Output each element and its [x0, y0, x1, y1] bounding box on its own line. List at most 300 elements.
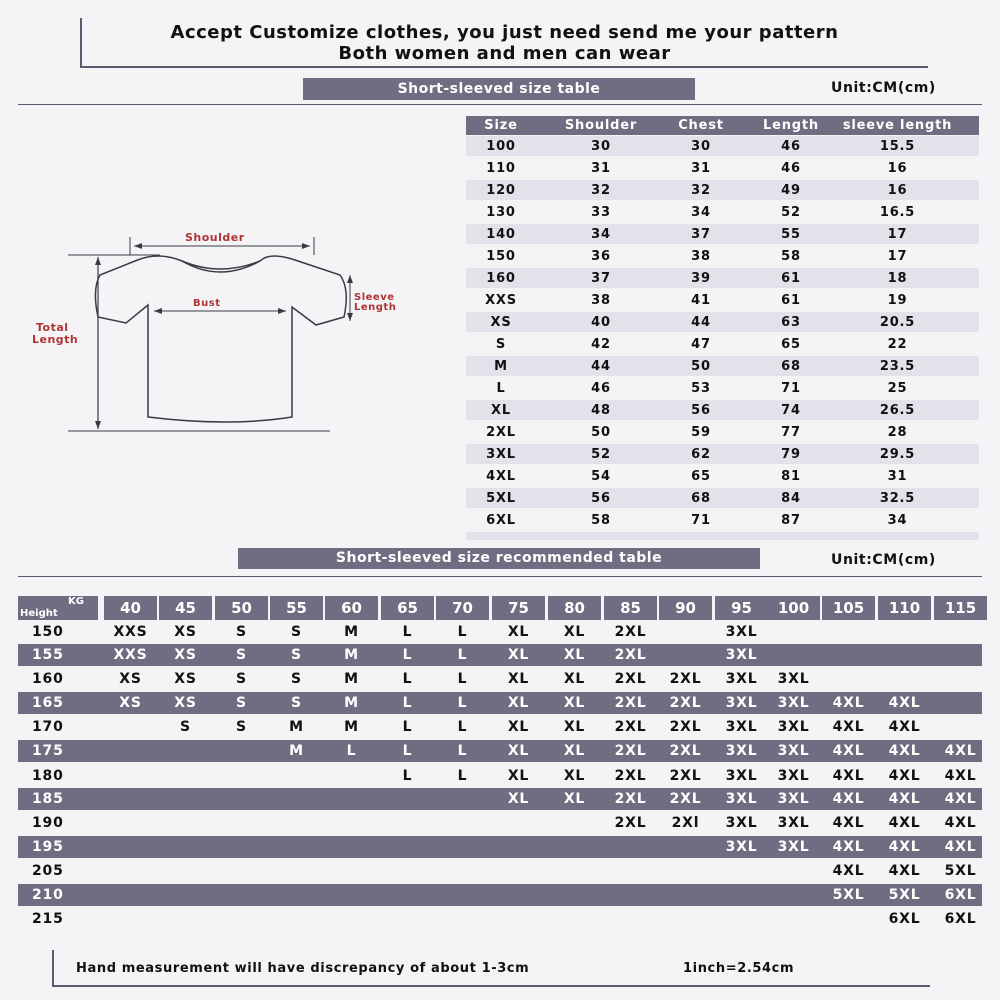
- size-recommendation: [714, 908, 770, 930]
- reco-table-row: [18, 908, 982, 930]
- height-value: 210: [32, 887, 64, 903]
- size-recommendation: [766, 644, 822, 666]
- size-recommendation: XL: [563, 647, 586, 663]
- tshirt-diagram: [30, 225, 410, 440]
- size-recommendation: [103, 836, 159, 858]
- kg-column-header: 60: [325, 596, 378, 620]
- size-recommendation: [603, 884, 659, 906]
- size-recommendation: 3XL: [725, 839, 758, 855]
- reco-table-row: [18, 860, 982, 882]
- size-recommendation: 3XL: [777, 768, 810, 784]
- size-recommendation: XL: [563, 695, 586, 711]
- size-recommendation: XS: [119, 695, 142, 711]
- size-recommendation: [158, 740, 214, 762]
- size-recommendation: L: [402, 719, 413, 735]
- size-recommendation: [603, 908, 659, 930]
- size-table-cell: 55: [781, 226, 801, 242]
- size-table-cell: 62: [691, 446, 711, 462]
- size-recommendation: [435, 836, 491, 858]
- size-recommendation: 4XL: [832, 815, 865, 831]
- size-recommendation: [821, 668, 877, 690]
- reco-table-row: [18, 668, 982, 690]
- size-table-row: [466, 224, 979, 244]
- size-recommendation: [269, 884, 325, 906]
- size-table-cell: 140: [486, 226, 516, 242]
- size-table-cell: 34: [591, 226, 611, 242]
- kg-axis-label: KG: [68, 596, 84, 607]
- size-recommendation: [714, 884, 770, 906]
- size-recommendation: [103, 884, 159, 906]
- footer-bracket-bottom: [52, 985, 930, 987]
- size-recommendation: 2XL: [614, 791, 647, 807]
- size-table-cell: 46: [781, 160, 801, 176]
- size-recommendation: [491, 860, 547, 882]
- size-recommendation: 4XL: [888, 791, 921, 807]
- size-recommendation: [933, 621, 989, 643]
- size-recommendation: [380, 884, 436, 906]
- size-table-cell: 16.5: [879, 204, 916, 220]
- size-recommendation: [269, 812, 325, 834]
- size-recommendation: 2XL: [614, 624, 647, 640]
- size-recommendation: XS: [119, 671, 142, 687]
- size-recommendation: [324, 836, 380, 858]
- size-recommendation: XL: [507, 695, 530, 711]
- size-recommendation: [103, 788, 159, 810]
- kg-column-header: 80: [548, 596, 601, 620]
- size-table-header: [466, 116, 979, 135]
- size-table-cell: 40: [591, 314, 611, 330]
- height-value: 150: [32, 624, 64, 640]
- kg-column-header: 40: [104, 596, 157, 620]
- size-recommendation: L: [402, 647, 413, 663]
- size-table-cell: 17: [887, 248, 908, 264]
- size-recommendation: XL: [507, 671, 530, 687]
- size-recommendation: 3XL: [725, 815, 758, 831]
- size-recommendation: XL: [507, 768, 530, 784]
- size-recommendation: 2XL: [614, 719, 647, 735]
- size-table-row: [466, 444, 979, 464]
- size-table-row: [466, 312, 979, 332]
- size-table-cell: 28: [887, 424, 908, 440]
- size-table-cell: Shoulder: [564, 118, 638, 133]
- size-table-cell: 56: [591, 490, 611, 506]
- size-recommendation: [214, 884, 270, 906]
- size-recommendation: [658, 908, 714, 930]
- size-table-cell: 160: [486, 270, 516, 286]
- size-table-cell: 47: [691, 336, 711, 352]
- size-recommendation: 4XL: [944, 839, 977, 855]
- size-recommendation: S: [180, 719, 191, 735]
- header-bracket-bottom: [80, 66, 928, 68]
- size-recommendation: [324, 860, 380, 882]
- size-recommendation: 4XL: [832, 839, 865, 855]
- size-table-cell: 81: [781, 468, 801, 484]
- size-recommendation: [380, 812, 436, 834]
- size-recommendation: XS: [174, 695, 197, 711]
- size-table-cell: 68: [781, 358, 801, 374]
- size-recommendation: 3XL: [777, 839, 810, 855]
- size-recommendation: [214, 765, 270, 787]
- size-table-cell: 34: [887, 512, 908, 528]
- section-divider: [18, 104, 982, 105]
- size-table-cell: 120: [486, 182, 516, 198]
- size-recommendation: [380, 908, 436, 930]
- size-recommendation: [269, 788, 325, 810]
- size-recommendation: 3XL: [725, 768, 758, 784]
- size-recommendation: [103, 812, 159, 834]
- reco-table-row: [18, 836, 982, 858]
- size-table-footer-band: [466, 532, 979, 540]
- height-value: 170: [32, 719, 64, 735]
- size-recommendation: M: [344, 647, 359, 663]
- size-recommendation: 2XL: [669, 719, 702, 735]
- size-table-row: [466, 378, 979, 398]
- size-table-cell: L: [496, 380, 506, 396]
- size-table-cell: 17: [887, 226, 908, 242]
- size-recommendation: XL: [563, 671, 586, 687]
- size-table-cell: 15.5: [879, 138, 916, 154]
- size-recommendation: 4XL: [944, 791, 977, 807]
- size-table-cell: 5XL: [486, 490, 516, 506]
- size-recommendation: XL: [507, 719, 530, 735]
- footer-note: Hand measurement will have discrepancy of about 1-3cm: [76, 961, 530, 976]
- size-recommendation: 2XL: [614, 695, 647, 711]
- header-line-2: Both women and men can wear: [338, 43, 671, 64]
- size-recommendation: [714, 860, 770, 882]
- size-recommendation: 3XL: [725, 647, 758, 663]
- size-recommendation: XL: [563, 719, 586, 735]
- size-table-cell: 50: [691, 358, 711, 374]
- size-recommendation: [766, 908, 822, 930]
- size-recommendation: [491, 836, 547, 858]
- header-line-1: Accept Customize clothes, you just need send me your pattern: [170, 22, 839, 43]
- size-recommendation: L: [457, 743, 468, 759]
- size-recommendation: 2XL: [614, 815, 647, 831]
- size-recommendation: [214, 908, 270, 930]
- size-table-cell: 61: [781, 292, 801, 308]
- size-recommendation: [877, 621, 933, 643]
- size-recommendation: XL: [563, 791, 586, 807]
- size-recommendation: L: [402, 768, 413, 784]
- size-recommendation: 2XL: [669, 695, 702, 711]
- size-recommendation: [877, 668, 933, 690]
- size-recommendation: XXS: [113, 624, 148, 640]
- bust-label: Bust: [193, 298, 221, 309]
- size-table-row: [466, 488, 979, 508]
- size-table-cell: 84: [781, 490, 801, 506]
- total-length-label-2: Length: [32, 333, 79, 346]
- size-recommendation: S: [291, 695, 302, 711]
- size-table-cell: 2XL: [486, 424, 516, 440]
- size-recommendation: 2XL: [614, 743, 647, 759]
- size-recommendation: 3XL: [725, 743, 758, 759]
- size-recommendation: M: [289, 743, 304, 759]
- kg-column-header: 100: [767, 596, 820, 620]
- size-table-cell: 36: [591, 248, 611, 264]
- size-recommendation: [821, 621, 877, 643]
- size-recommendation: [214, 860, 270, 882]
- kg-column-header: 55: [270, 596, 323, 620]
- size-table-cell: 59: [691, 424, 711, 440]
- size-recommendation: [214, 812, 270, 834]
- size-table-cell: 74: [781, 402, 801, 418]
- kg-column-header: 90: [659, 596, 712, 620]
- shoulder-label: Shoulder: [185, 231, 245, 244]
- tshirt-outline-icon: [30, 225, 410, 440]
- size-recommendation: [324, 884, 380, 906]
- size-recommendation: L: [402, 624, 413, 640]
- size-table-cell: 130: [486, 204, 516, 220]
- reco-table-unit: Unit:CM(cm): [831, 552, 936, 568]
- size-recommendation: [766, 860, 822, 882]
- size-table-cell: 25: [887, 380, 908, 396]
- size-recommendation: [435, 788, 491, 810]
- size-table-cell: 63: [781, 314, 801, 330]
- size-recommendation: S: [236, 695, 247, 711]
- size-table-cell: 41: [691, 292, 711, 308]
- size-recommendation: 2XL: [669, 768, 702, 784]
- size-recommendation: 4XL: [888, 695, 921, 711]
- size-table-cell: 42: [591, 336, 611, 352]
- size-recommendation: [766, 621, 822, 643]
- size-recommendation: 6XL: [944, 911, 977, 927]
- size-table-cell: 30: [691, 138, 711, 154]
- size-table-cell: 87: [781, 512, 801, 528]
- size-table-row: [466, 268, 979, 288]
- size-table-cell: 19: [887, 292, 908, 308]
- size-table-cell: 110: [486, 160, 516, 176]
- size-recommendation: [380, 836, 436, 858]
- size-table-row: [466, 202, 979, 222]
- size-table-cell: 44: [691, 314, 711, 330]
- kg-column-header: 115: [934, 596, 987, 620]
- size-table-row: [466, 334, 979, 354]
- size-table-cell: 32: [591, 182, 611, 198]
- size-table-cell: 77: [781, 424, 801, 440]
- size-recommendation: [435, 860, 491, 882]
- size-recommendation: [158, 788, 214, 810]
- size-table-row: [466, 136, 979, 156]
- size-recommendation: [877, 644, 933, 666]
- size-recommendation: 5XL: [888, 887, 921, 903]
- size-recommendation: S: [236, 719, 247, 735]
- size-recommendation: [547, 884, 603, 906]
- size-table-cell: 26.5: [879, 402, 916, 418]
- size-table-unit: Unit:CM(cm): [831, 80, 936, 96]
- size-recommendation: [435, 908, 491, 930]
- size-recommendation: L: [457, 768, 468, 784]
- size-recommendation: 4XL: [944, 768, 977, 784]
- size-recommendation: [603, 836, 659, 858]
- size-recommendation: 2XL: [669, 791, 702, 807]
- size-recommendation: S: [236, 624, 247, 640]
- size-recommendation: XXS: [113, 647, 148, 663]
- size-table-row: [466, 400, 979, 420]
- size-recommendation: [214, 836, 270, 858]
- size-recommendation: 2Xl: [671, 815, 700, 831]
- size-recommendation: 3XL: [725, 719, 758, 735]
- kg-column-header: 105: [822, 596, 875, 620]
- size-table-cell: 49: [781, 182, 801, 198]
- size-recommendation: [435, 812, 491, 834]
- height-value: 175: [32, 743, 64, 759]
- size-table-cell: 50: [591, 424, 611, 440]
- size-table-row: [466, 422, 979, 442]
- reco-table-row: [18, 765, 982, 787]
- size-recommendation: XL: [507, 791, 530, 807]
- size-recommendation: [158, 836, 214, 858]
- kg-column-header: 95: [715, 596, 768, 620]
- size-recommendation: [658, 884, 714, 906]
- size-table-cell: 18: [887, 270, 908, 286]
- reco-table-row: [18, 788, 982, 810]
- height-value: 190: [32, 815, 64, 831]
- reco-table-row: [18, 621, 982, 643]
- size-recommendation: M: [344, 719, 359, 735]
- size-table-cell: 37: [691, 226, 711, 242]
- size-recommendation: XS: [174, 647, 197, 663]
- size-recommendation: S: [291, 624, 302, 640]
- size-table-cell: 16: [887, 160, 908, 176]
- size-table-cell: 48: [591, 402, 611, 418]
- size-recommendation: [491, 812, 547, 834]
- size-recommendation: 2XL: [669, 743, 702, 759]
- size-recommendation: [214, 788, 270, 810]
- size-table-cell: XL: [491, 402, 511, 418]
- size-recommendation: M: [344, 671, 359, 687]
- size-recommendation: [658, 644, 714, 666]
- sleeve-label-2: Length: [354, 302, 397, 313]
- size-recommendation: S: [236, 647, 247, 663]
- kg-column-header: 65: [381, 596, 434, 620]
- reco-table-row: [18, 716, 982, 738]
- size-table-cell: 16: [887, 182, 908, 198]
- kg-column-header: 70: [436, 596, 489, 620]
- reco-table-row: [18, 644, 982, 666]
- size-recommendation: L: [457, 719, 468, 735]
- size-recommendation: 4XL: [944, 815, 977, 831]
- reco-table-title: Short-sleeved size recommended table: [238, 548, 760, 569]
- size-table-cell: 37: [591, 270, 611, 286]
- size-table-cell: 38: [691, 248, 711, 264]
- size-table-row: [466, 510, 979, 530]
- size-recommendation: XS: [174, 671, 197, 687]
- size-recommendation: XL: [507, 624, 530, 640]
- kg-column-header: 75: [492, 596, 545, 620]
- size-table-cell: 68: [691, 490, 711, 506]
- size-table-cell: 46: [781, 138, 801, 154]
- size-table-cell: 44: [591, 358, 611, 374]
- height-value: 165: [32, 695, 64, 711]
- size-table-cell: 32: [691, 182, 711, 198]
- size-table-cell: 31: [591, 160, 611, 176]
- size-table-cell: 30: [591, 138, 611, 154]
- reco-table-row: [18, 740, 982, 762]
- size-table-row: [466, 246, 979, 266]
- size-recommendation: [103, 765, 159, 787]
- size-recommendation: [158, 812, 214, 834]
- size-recommendation: [603, 860, 659, 882]
- size-recommendation: XS: [174, 624, 197, 640]
- size-recommendation: L: [402, 695, 413, 711]
- size-table-cell: 4XL: [486, 468, 516, 484]
- size-recommendation: XL: [507, 647, 530, 663]
- size-table-cell: 6XL: [486, 512, 516, 528]
- size-recommendation: [269, 765, 325, 787]
- sleeve-label-1: Sleeve: [354, 292, 395, 303]
- reco-table-row: [18, 812, 982, 834]
- size-table-cell: Length: [763, 118, 819, 133]
- size-recommendation: [821, 908, 877, 930]
- size-table-cell: 65: [691, 468, 711, 484]
- size-recommendation: 4XL: [832, 863, 865, 879]
- size-table-cell: 61: [781, 270, 801, 286]
- size-recommendation: [491, 908, 547, 930]
- kg-column-header: 85: [604, 596, 657, 620]
- size-recommendation: [547, 860, 603, 882]
- size-recommendation: S: [291, 647, 302, 663]
- size-table-cell: 58: [781, 248, 801, 264]
- size-recommendation: [158, 908, 214, 930]
- size-recommendation: [324, 812, 380, 834]
- size-recommendation: L: [402, 671, 413, 687]
- size-recommendation: 5XL: [832, 887, 865, 903]
- size-recommendation: [933, 668, 989, 690]
- size-recommendation: 3XL: [725, 624, 758, 640]
- size-recommendation: 3XL: [777, 695, 810, 711]
- size-table-cell: 65: [781, 336, 801, 352]
- size-recommendation: [933, 644, 989, 666]
- size-recommendation: [380, 788, 436, 810]
- size-recommendation: 3XL: [725, 695, 758, 711]
- height-value: 160: [32, 671, 64, 687]
- size-table-row: [466, 356, 979, 376]
- size-recommendation: 4XL: [832, 719, 865, 735]
- size-recommendation: [103, 860, 159, 882]
- section-divider-2: [18, 576, 982, 577]
- size-table-cell: 31: [887, 468, 908, 484]
- size-table-cell: 71: [691, 512, 711, 528]
- size-recommendation: [324, 908, 380, 930]
- height-value: 155: [32, 647, 64, 663]
- size-recommendation: 4XL: [832, 768, 865, 784]
- size-table-cell: 32.5: [879, 490, 916, 506]
- size-table-cell: Chest: [678, 118, 724, 133]
- size-table-cell: 33: [591, 204, 611, 220]
- size-recommendation: [933, 716, 989, 738]
- size-recommendation: [658, 860, 714, 882]
- size-recommendation: XL: [507, 743, 530, 759]
- size-recommendation: [547, 908, 603, 930]
- size-recommendation: [547, 836, 603, 858]
- size-recommendation: 4XL: [888, 839, 921, 855]
- size-recommendation: [380, 860, 436, 882]
- size-recommendation: [269, 908, 325, 930]
- size-recommendation: 3XL: [777, 743, 810, 759]
- size-table-cell: 54: [591, 468, 611, 484]
- size-recommendation: [103, 716, 159, 738]
- size-recommendation: 4XL: [888, 743, 921, 759]
- size-table-cell: 22: [887, 336, 908, 352]
- size-recommendation: 4XL: [832, 695, 865, 711]
- size-table-cell: 23.5: [879, 358, 916, 374]
- size-recommendation: [491, 884, 547, 906]
- size-recommendation: 4XL: [888, 719, 921, 735]
- size-recommendation: [324, 788, 380, 810]
- size-recommendation: 4XL: [832, 791, 865, 807]
- size-table-cell: 38: [591, 292, 611, 308]
- size-recommendation: [103, 908, 159, 930]
